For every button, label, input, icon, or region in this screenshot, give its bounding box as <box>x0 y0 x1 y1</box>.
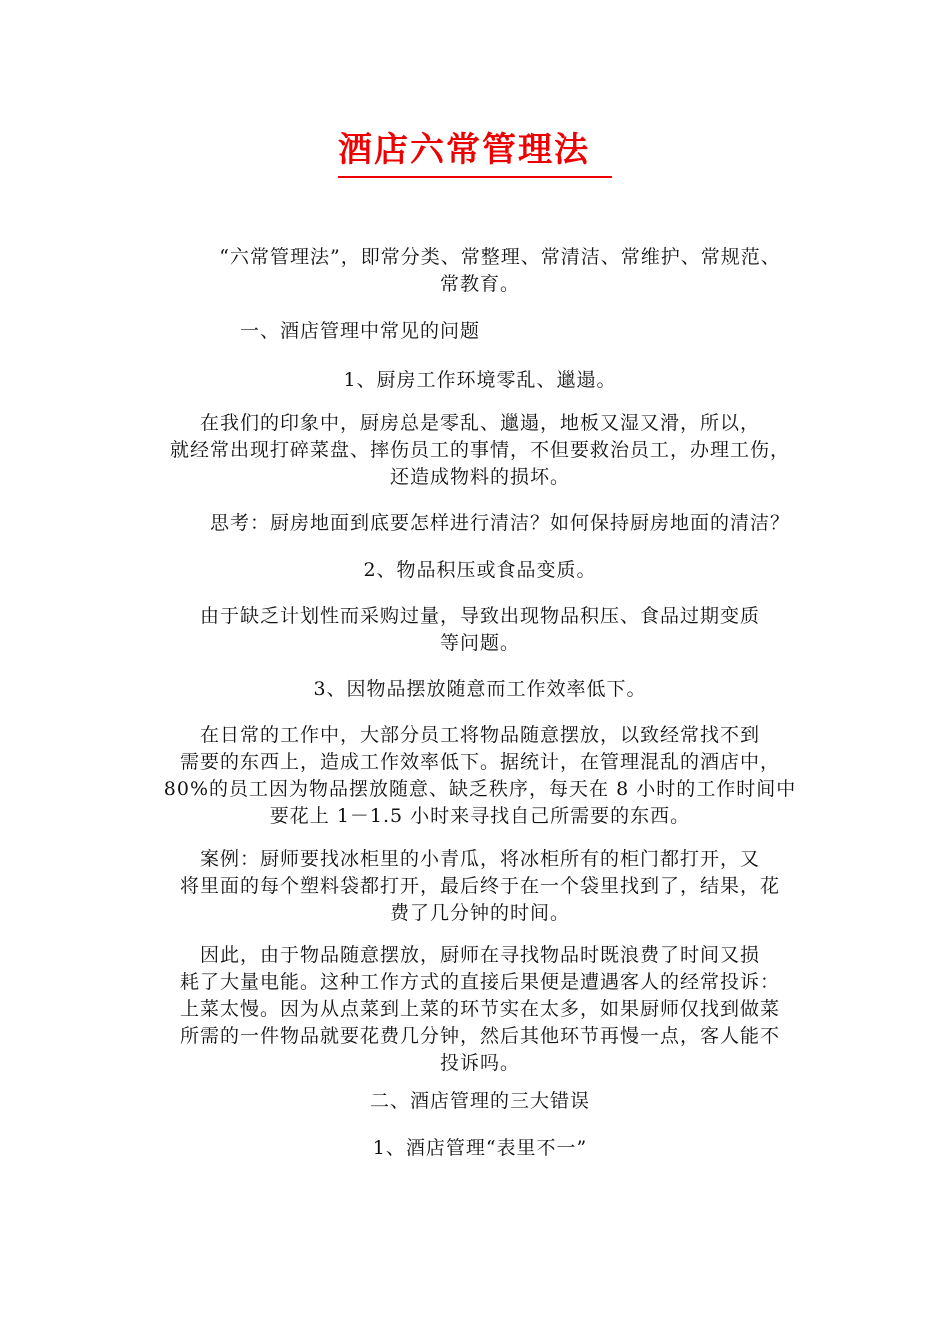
item-3-paragraph: 在日常的工作中，大部分员工将物品随意摆放，以致经常找不到 需要的东西上，造成工作效率低下。据统计，在管理混乱的酒店中， 80%的员工因为物品摆放随意、缺乏秩序，每天在 8 小时的工作时间中 要花上 1－1.5 小时来寻找自己所需要的东西。 <box>163 724 797 827</box>
document-title <box>0 128 950 178</box>
item-3-case: 案例：厨师要找冰柜里的小青瓜，将冰柜所有的柜门都打开，又 将里面的每个塑料袋都打开，最后终于在一个袋里找到了，结果，花 费了几分钟的时间。 <box>179 848 780 924</box>
item-2-heading: 2、物品积压或食品变质。 <box>363 559 597 581</box>
section-2-item-1: 1、酒店管理“表里不一” <box>372 1137 588 1159</box>
item-1-thinking: 思考：厨房地面到底要怎样进行清洁？如何保持厨房地面的清洁？ <box>209 512 790 534</box>
document-title-text: 酒店六常管理法 <box>338 128 612 178</box>
section-heading-2: 二、酒店管理的三大错误 <box>369 1090 590 1112</box>
intro-line-1: “六常管理法”，即常分类、常整理、常清洁、常维护、常规范、 <box>219 246 781 268</box>
item-3-heading: 3、因物品摆放随意而工作效率低下。 <box>313 678 647 700</box>
item-1-heading: 1、厨房工作环境零乱、邋遢。 <box>343 369 617 391</box>
section-heading-1: 一、酒店管理中常见的问题 <box>240 320 481 342</box>
intro-line-2: 常教育。 <box>439 273 520 295</box>
item-2-paragraph: 由于缺乏计划性而采购过量，导致出现物品积压、食品过期变质 等问题。 <box>199 605 760 654</box>
item-1-paragraph: 在我们的印象中，厨房总是零乱、邋遢，地板又湿又滑，所以， 就经常出现打碎菜盘、摔伤员工的事情，不但要救治员工，办理工伤， 还造成物料的损坏。 <box>169 412 790 488</box>
item-3-conclusion: 因此，由于物品随意摆放，厨师在寻找物品时既浪费了时间又损 耗了大量电能。这种工作方式的直接后果便是遭遇客人的经常投诉： 上菜太慢。因为从点菜到上菜的环节实在太多，如果厨师仅找到做菜 所需的一件物品就要花费几分钟，然后其他环节再慢一点，客人能不 投诉吗。 <box>179 944 780 1074</box>
